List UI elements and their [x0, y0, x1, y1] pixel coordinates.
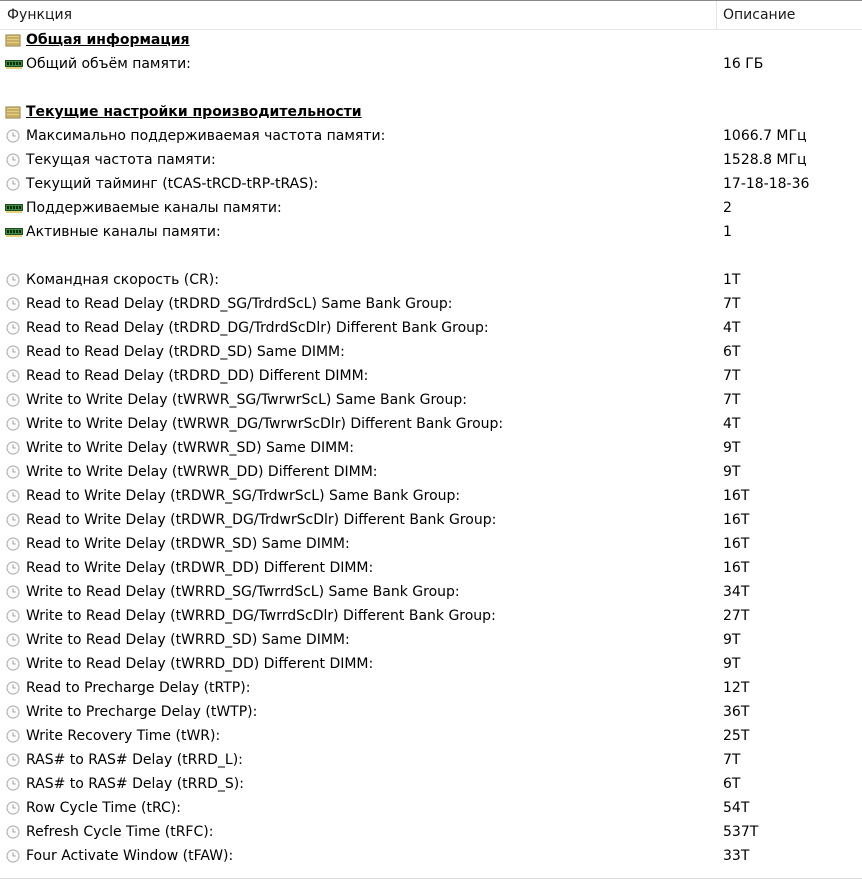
list-item[interactable]	[0, 796, 862, 820]
clock-icon	[5, 345, 21, 359]
category-label: Текущие настройки производительности	[26, 104, 362, 120]
clock-icon	[5, 513, 21, 527]
item-value: 1066.7 МГц	[723, 128, 807, 144]
clock-icon	[5, 585, 21, 599]
item-label: Read to Write Delay (tRDWR_DD) Different DIMM:	[26, 560, 374, 576]
clock-icon	[5, 633, 21, 647]
item-label: Read to Write Delay (tRDWR_DG/TrdwrScDlr) Different Bank Group:	[26, 512, 497, 528]
list-item[interactable]	[0, 340, 862, 364]
list-item[interactable]	[0, 556, 862, 580]
list-item[interactable]	[0, 700, 862, 724]
item-label: Write to Read Delay (tWRRD_DD) Different DIMM:	[26, 656, 374, 672]
item-label: Read to Precharge Delay (tRTP):	[26, 680, 251, 696]
list-item[interactable]	[0, 124, 862, 148]
item-value: 1	[723, 224, 732, 240]
clock-icon	[5, 321, 21, 335]
list-item[interactable]	[0, 532, 862, 556]
item-label: RAS# to RAS# Delay (tRRD_L):	[26, 752, 243, 768]
item-value: 33T	[723, 848, 750, 864]
item-value: 9T	[723, 440, 741, 456]
list-item[interactable]	[0, 292, 862, 316]
item-label: Write to Write Delay (tWRWR_DG/TwrwrScDlr) Different Bank Group:	[26, 416, 504, 432]
item-label: RAS# to RAS# Delay (tRRD_S):	[26, 776, 244, 792]
memory-icon	[5, 201, 21, 215]
list-item[interactable]	[0, 772, 862, 796]
clock-icon	[5, 417, 21, 431]
item-value: 16T	[723, 536, 750, 552]
item-value: 4T	[723, 416, 741, 432]
clock-icon	[5, 657, 21, 671]
item-label: Поддерживаемые каналы памяти:	[26, 200, 282, 216]
item-label: Write to Precharge Delay (tWTP):	[26, 704, 258, 720]
clock-icon	[5, 801, 21, 815]
item-label: Read to Read Delay (tRDRD_DD) Different DIMM:	[26, 368, 369, 384]
item-value: 537T	[723, 824, 759, 840]
item-value: 34T	[723, 584, 750, 600]
item-value: 17-18-18-36	[723, 176, 810, 192]
clock-icon	[5, 753, 21, 767]
clock-icon	[5, 681, 21, 695]
item-value: 36T	[723, 704, 750, 720]
item-value: 16T	[723, 488, 750, 504]
folder-icon	[5, 105, 21, 119]
item-label: Активные каналы памяти:	[26, 224, 221, 240]
item-value: 54T	[723, 800, 750, 816]
list-item[interactable]	[0, 148, 862, 172]
item-value: 7T	[723, 752, 741, 768]
list-item[interactable]	[0, 196, 862, 220]
clock-icon	[5, 369, 21, 383]
clock-icon	[5, 561, 21, 575]
item-value: 9T	[723, 632, 741, 648]
item-label: Write to Read Delay (tWRRD_SD) Same DIMM:	[26, 632, 350, 648]
memory-icon	[5, 57, 21, 71]
item-value: 1528.8 МГц	[723, 152, 807, 168]
item-value: 25T	[723, 728, 750, 744]
list-item[interactable]	[0, 508, 862, 532]
clock-icon	[5, 609, 21, 623]
column-separator[interactable]	[716, 1, 717, 30]
item-label: Write to Write Delay (tWRWR_DD) Different DIMM:	[26, 464, 378, 480]
clock-icon	[5, 273, 21, 287]
item-value: 2	[723, 200, 732, 216]
clock-icon	[5, 777, 21, 791]
list-item[interactable]	[0, 724, 862, 748]
clock-icon	[5, 489, 21, 503]
list-item[interactable]	[0, 388, 862, 412]
category-row[interactable]	[0, 28, 862, 52]
list-item[interactable]	[0, 364, 862, 388]
list-item[interactable]	[0, 52, 862, 76]
clock-icon	[5, 153, 21, 167]
memory-icon	[5, 225, 21, 239]
blank-row	[0, 76, 862, 100]
clock-icon	[5, 129, 21, 143]
clock-icon	[5, 177, 21, 191]
item-label: Read to Write Delay (tRDWR_SD) Same DIMM:	[26, 536, 350, 552]
item-label: Read to Read Delay (tRDRD_SD) Same DIMM:	[26, 344, 345, 360]
item-label: Four Activate Window (tFAW):	[26, 848, 234, 864]
item-label: Текущая частота памяти:	[26, 152, 216, 168]
list-item[interactable]	[0, 676, 862, 700]
item-value: 7T	[723, 296, 741, 312]
list-item[interactable]	[0, 316, 862, 340]
clock-icon	[5, 537, 21, 551]
list-item[interactable]	[0, 628, 862, 652]
item-value: 16T	[723, 512, 750, 528]
item-label: Общий объём памяти:	[26, 56, 191, 72]
folder-icon	[5, 33, 21, 47]
bottom-border	[0, 878, 862, 879]
item-value: 7T	[723, 392, 741, 408]
item-value: 1T	[723, 272, 741, 288]
clock-icon	[5, 849, 21, 863]
clock-icon	[5, 393, 21, 407]
blank-row	[0, 244, 862, 268]
item-label: Максимально поддерживаемая частота памяти:	[26, 128, 386, 144]
item-label: Командная скорость (CR):	[26, 272, 219, 288]
item-label: Read to Read Delay (tRDRD_SG/TrdrdScL) Same Bank Group:	[26, 296, 453, 312]
list-item[interactable]	[0, 844, 862, 868]
item-label: Read to Write Delay (tRDWR_SG/TrdwrScL) Same Bank Group:	[26, 488, 461, 504]
column-header-function[interactable]: Функция	[7, 7, 72, 23]
item-value: 6T	[723, 344, 741, 360]
list-item[interactable]	[0, 220, 862, 244]
item-value: 9T	[723, 464, 741, 480]
column-header	[0, 0, 862, 30]
item-label: Refresh Cycle Time (tRFC):	[26, 824, 214, 840]
list-item[interactable]	[0, 484, 862, 508]
item-label: Текущий тайминг (tCAS-tRCD-tRP-tRAS):	[26, 176, 319, 192]
item-value: 27T	[723, 608, 750, 624]
list-item[interactable]	[0, 436, 862, 460]
item-value: 16 ГБ	[723, 56, 764, 72]
item-value: 16T	[723, 560, 750, 576]
clock-icon	[5, 705, 21, 719]
item-label: Write to Write Delay (tWRWR_SG/TwrwrScL) Same Bank Group:	[26, 392, 467, 408]
item-label: Write Recovery Time (tWR):	[26, 728, 221, 744]
item-label: Read to Read Delay (tRDRD_DG/TrdrdScDlr) Different Bank Group:	[26, 320, 489, 336]
clock-icon	[5, 729, 21, 743]
item-value: 9T	[723, 656, 741, 672]
item-value: 4T	[723, 320, 741, 336]
property-list	[0, 28, 862, 868]
list-item[interactable]	[0, 412, 862, 436]
list-item[interactable]	[0, 604, 862, 628]
item-value: 6T	[723, 776, 741, 792]
list-item[interactable]	[0, 748, 862, 772]
list-item[interactable]	[0, 460, 862, 484]
column-header-description[interactable]: Описание	[723, 7, 796, 23]
list-item[interactable]	[0, 580, 862, 604]
item-label: Write to Write Delay (tWRWR_SD) Same DIMM:	[26, 440, 354, 456]
item-label: Write to Read Delay (tWRRD_DG/TwrrdScDlr) Different Bank Group:	[26, 608, 496, 624]
item-value: 7T	[723, 368, 741, 384]
clock-icon	[5, 441, 21, 455]
list-item[interactable]	[0, 652, 862, 676]
list-item[interactable]	[0, 172, 862, 196]
item-value: 12T	[723, 680, 750, 696]
list-item[interactable]	[0, 820, 862, 844]
clock-icon	[5, 465, 21, 479]
clock-icon	[5, 297, 21, 311]
category-label: Общая информация	[26, 32, 190, 48]
item-label: Write to Read Delay (tWRRD_SG/TwrrdScL) Same Bank Group:	[26, 584, 460, 600]
clock-icon	[5, 825, 21, 839]
list-item[interactable]	[0, 268, 862, 292]
category-row[interactable]	[0, 100, 862, 124]
item-label: Row Cycle Time (tRC):	[26, 800, 181, 816]
